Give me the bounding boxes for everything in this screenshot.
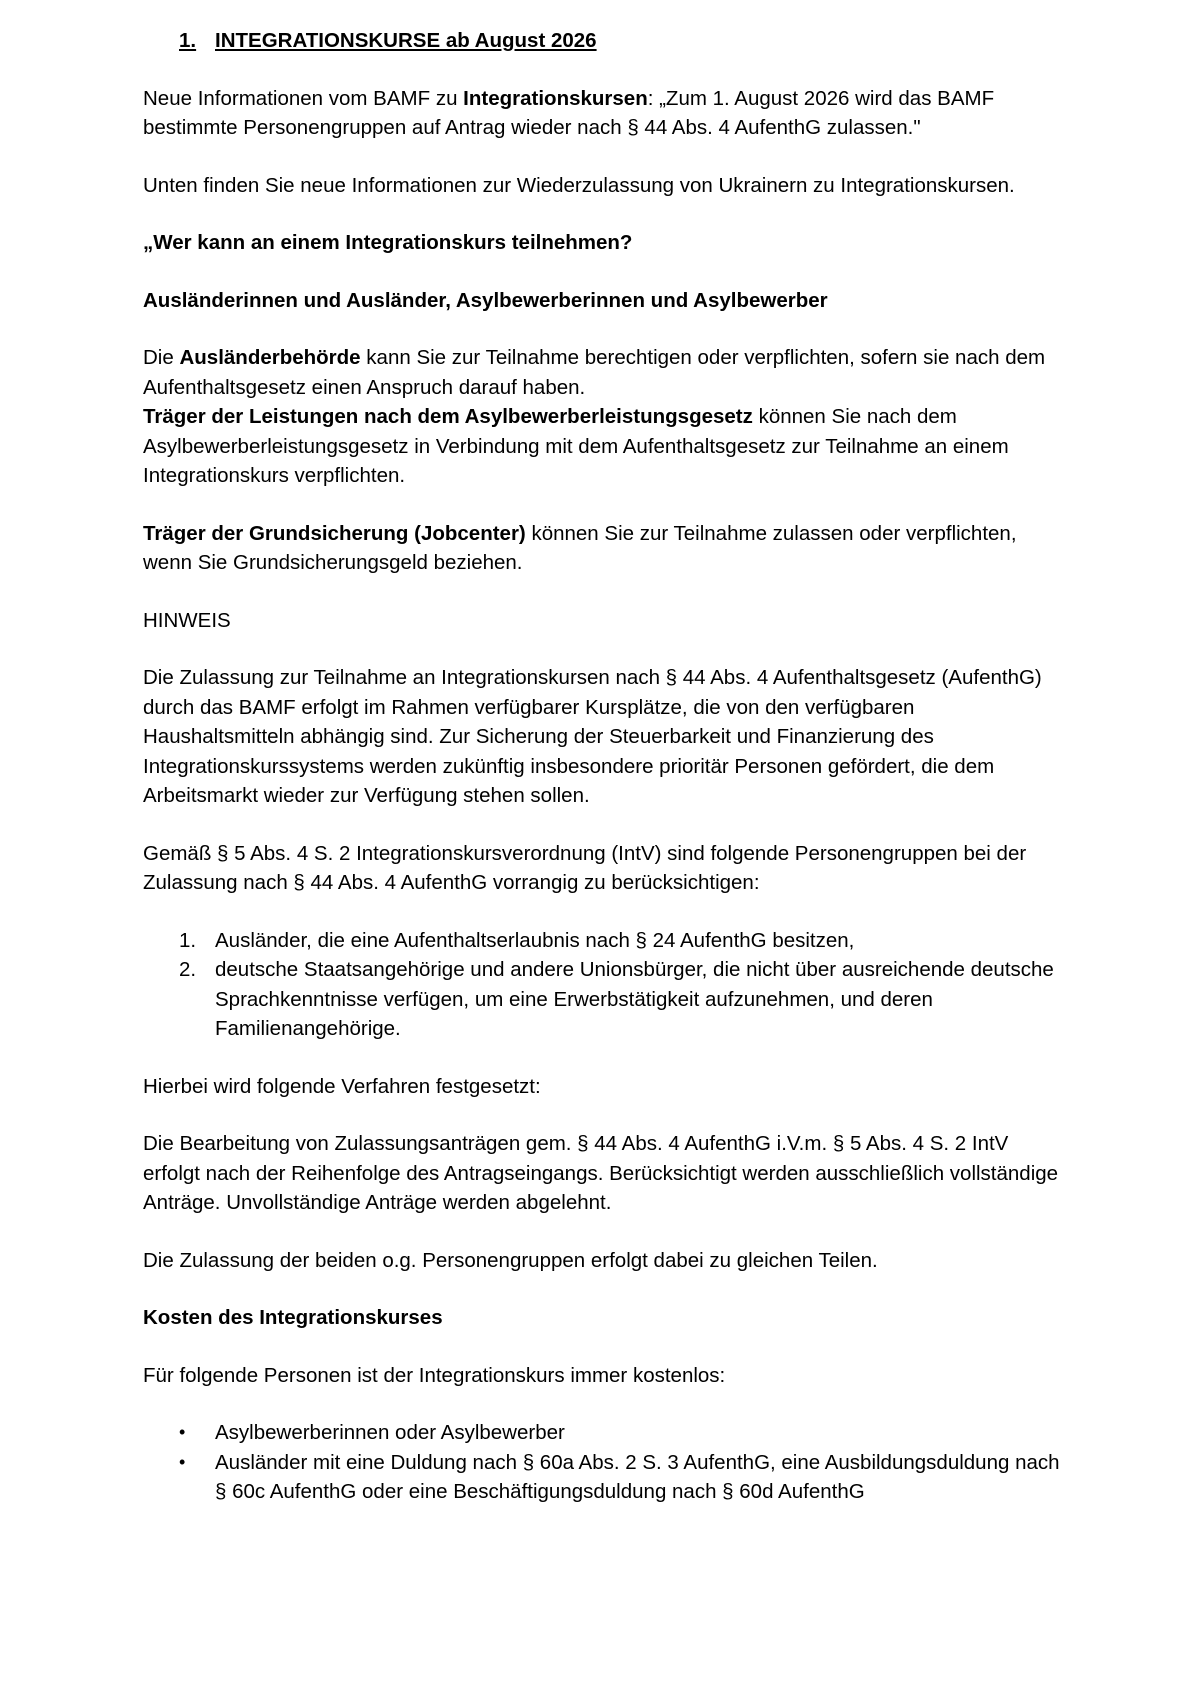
section-number: 1. xyxy=(179,29,197,52)
bullet-marker: • xyxy=(179,1422,186,1442)
priority-list xyxy=(143,926,1063,1044)
question-heading-text: „Wer kann an einem Integrationskurs teilnehmen? xyxy=(143,231,633,254)
processing-paragraph: Die Bearbeitung von Zulassungsanträgen gem. § 44 Abs. 4 AufenthG i.V.m. § 5 Abs. 4 S. 2 IntV erfolgt nach der Reihenfolge des Antragseingangs. Berücksichtigt werden ausschließlich vollständige Anträge. Unvollständige Anträge werden abgelehnt. xyxy=(143,1132,1059,1214)
list-item xyxy=(143,1448,1063,1507)
intro-text-bold: Integrationskursen xyxy=(463,86,648,110)
authority-text-a: Die xyxy=(143,346,180,369)
free-course-list xyxy=(143,1418,1063,1507)
list-item-text: Asylbewerberinnen oder Asylbewerber xyxy=(215,1421,565,1444)
ukraine-paragraph: Unten finden Sie neue Informationen zur Wiederzulassung von Ukrainern zu Integrationskursen. xyxy=(143,173,1015,197)
costs-heading xyxy=(143,1303,1063,1333)
document-page xyxy=(143,26,1063,1507)
intro-paragraph xyxy=(143,84,1063,143)
hinweis-label: HINWEIS xyxy=(143,608,231,632)
equal-share-paragraph: Die Zulassung der beiden o.g. Personengruppen erfolgt dabei zu gleichen Teilen. xyxy=(143,1248,878,1272)
list-item-text: deutsche Staatsangehörige und andere Unionsbürger, die nicht über ausreichende deutsche Sprachkenntnisse verfügen, um eine Erwerbstätigkeit aufzunehmen, und deren Familienangehörige. xyxy=(215,958,1054,1040)
list-item-text: Ausländer mit eine Duldung nach § 60a Abs. 2 S. 3 AufenthG, eine Ausbildungsduldung nach § 60c AufenthG oder eine Beschäftigungsduldung nach § 60d AufenthG xyxy=(215,1450,1060,1503)
priority-paragraph: Gemäß § 5 Abs. 4 S. 2 Integrationskursverordnung (IntV) sind folgende Personengruppen bei der Zulassung nach § 44 Abs. 4 AufenthG vorrangig zu berücksichtigen: xyxy=(143,841,1027,894)
list-item xyxy=(143,1418,1063,1448)
intro-text-c: : „Zum 1. August 2026 wird das BAMF bestimmte Personengruppen auf Antrag wieder nach § 44 Abs. 4 AufenthG zulassen." xyxy=(143,86,995,139)
authority-text-e: können Sie nach dem Asylbewerberleistungsgesetz in Verbindung mit dem Aufenthaltsgesetz zur Teilnahme an einem Integrationskurs verpflichten. xyxy=(143,405,1009,487)
question-heading xyxy=(143,228,1063,258)
intro-text-a: Neue Informationen vom BAMF zu xyxy=(143,86,464,110)
jobcenter-text: können Sie zur Teilnahme zulassen oder verpflichten, wenn Sie Grundsicherungsgeld beziehen. xyxy=(143,521,1017,574)
authority-bold-a: Ausländerbehörde xyxy=(179,346,361,369)
list-marker: 2. xyxy=(179,958,197,981)
authority-bold-d: Träger der Leistungen nach dem Asylbewerberleistungsgesetz xyxy=(143,405,753,428)
section-title: INTEGRATIONSKURSE ab August 2026 xyxy=(215,29,597,52)
sub-heading-text: Ausländerinnen und Ausländer, Asylbewerberinnen und Asylbewerber xyxy=(143,288,828,312)
sub-heading xyxy=(143,286,1063,316)
bullet-marker: • xyxy=(179,1451,186,1472)
list-item xyxy=(143,955,1063,1044)
procedure-paragraph: Hierbei wird folgende Verfahren festgesetzt: xyxy=(143,1074,541,1098)
free-course-paragraph: Für folgende Personen ist der Integrationskurs immer kostenlos: xyxy=(143,1363,726,1387)
jobcenter-bold: Träger der Grundsicherung (Jobcenter) xyxy=(143,521,526,545)
authority-text-c: kann Sie zur Teilnahme berechtigen oder verpflichten, sofern sie nach dem Aufenthaltsgesetz einen Anspruch darauf haben. xyxy=(143,346,1046,399)
jobcenter-paragraph xyxy=(143,519,1063,578)
list-item xyxy=(143,926,1063,956)
list-item-text: Ausländer, die eine Aufenthaltserlaubnis nach § 24 AufenthG besitzen, xyxy=(215,928,855,952)
admission-paragraph: Die Zulassung zur Teilnahme an Integrationskursen nach § 44 Abs. 4 Aufenthaltsgesetz (AufenthG) durch das BAMF erfolgt im Rahmen verfügbarer Kursplätze, die von den verfügbaren Haushaltsmitteln abhängig sind. Zur Sicherung der Steuerbarkeit und Finanzierung des Integrationskurssystems werden zukünftig insbesondere prioritär Personen gefördert, die dem Arbeitsmarkt wieder zur Verfügung stehen sollen. xyxy=(143,666,1042,807)
costs-heading-text: Kosten des Integrationskurses xyxy=(143,1306,443,1329)
section-heading xyxy=(179,26,1063,56)
list-marker: 1. xyxy=(179,928,197,952)
authority-paragraph xyxy=(143,343,1063,491)
